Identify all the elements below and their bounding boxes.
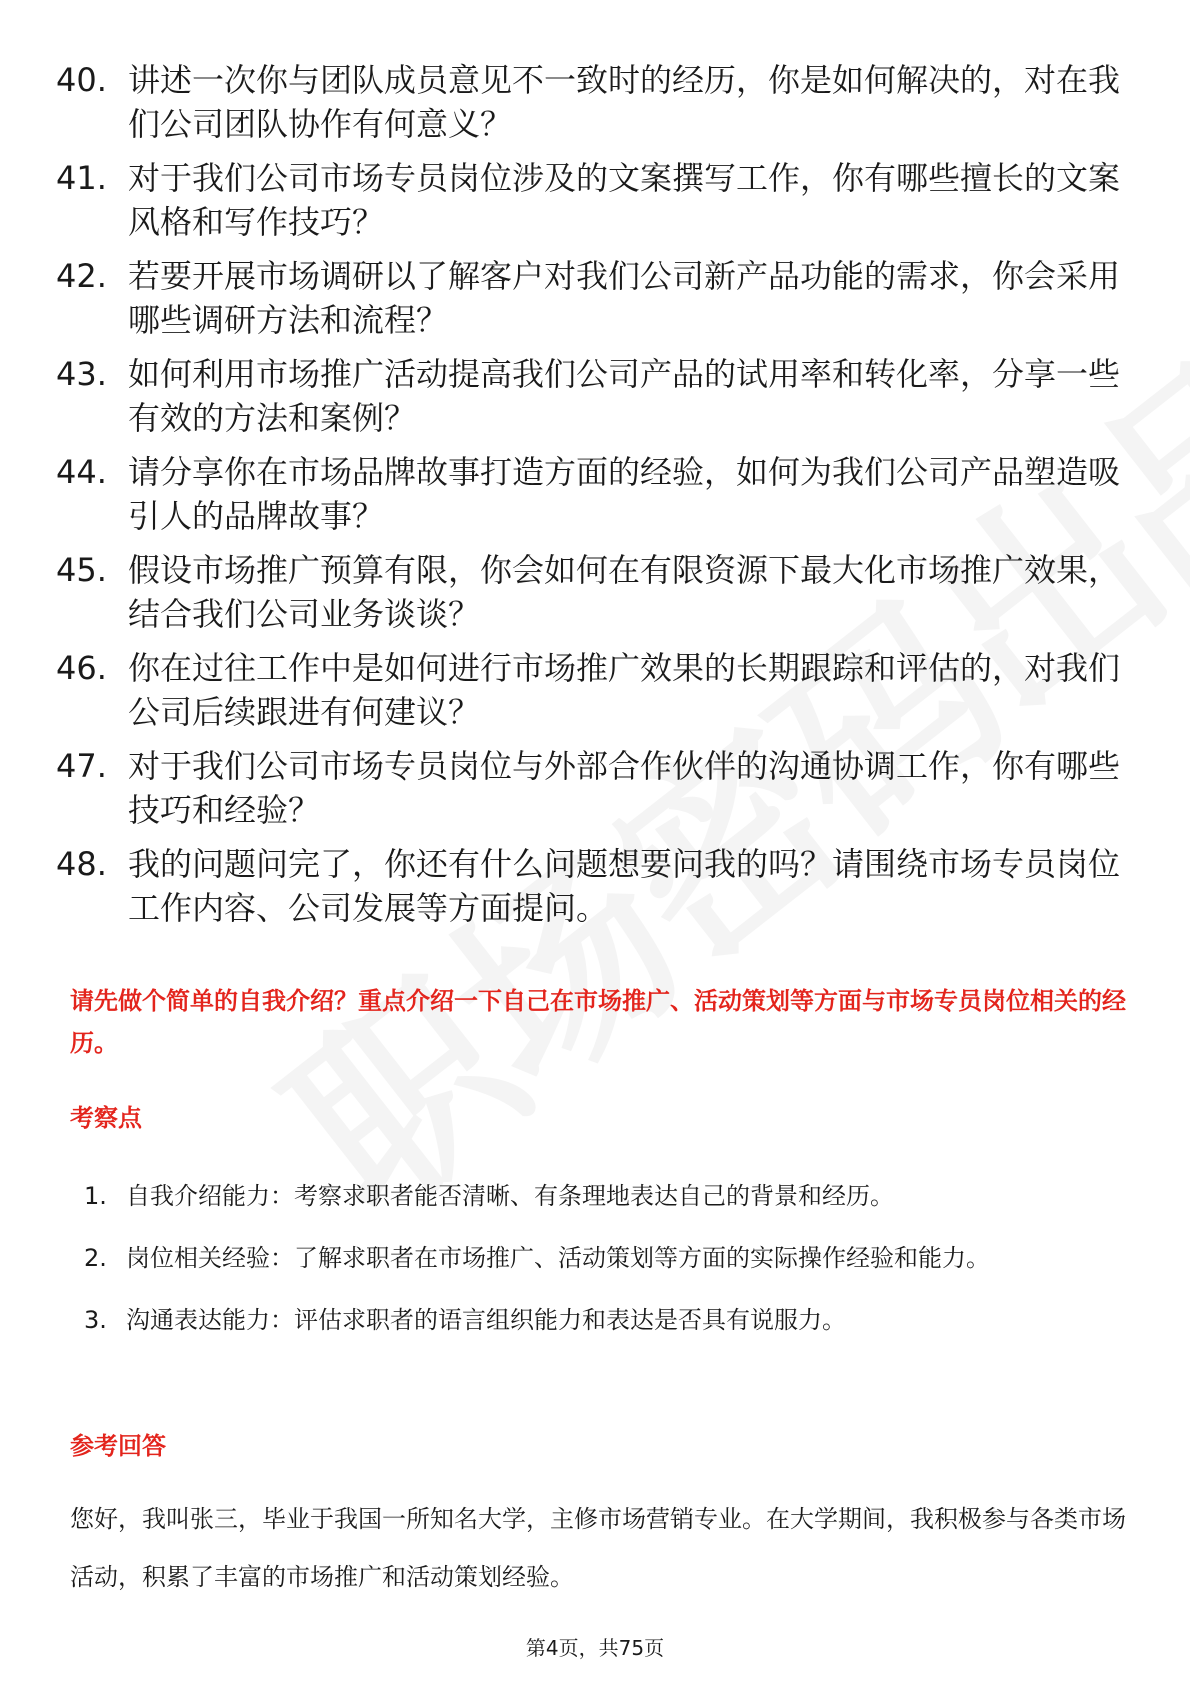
question-number: 45. bbox=[56, 551, 107, 589]
question-text: 我的问题问完了，你还有什么问题想要问我的吗？请围绕市场专员岗位工作内容、公司发展等方面提问。 bbox=[128, 845, 1121, 927]
question-number: 40. bbox=[56, 61, 107, 99]
question-item bbox=[56, 450, 1136, 538]
page-footer: 第4页，共75页 bbox=[525, 1636, 665, 1660]
question-number: 42. bbox=[56, 257, 107, 295]
answer-heading: 参考回答 bbox=[70, 1432, 166, 1460]
question-text: 如何利用市场推广活动提高我们公司产品的试用率和转化率，分享一些有效的方法和案例？ bbox=[128, 355, 1121, 437]
question-item bbox=[56, 58, 1136, 146]
point-text: 自我介绍能力：考察求职者能否清晰、有条理地表达自己的背景和经历。 bbox=[126, 1182, 894, 1210]
question-number: 47. bbox=[56, 747, 107, 785]
question-text: 讲述一次你与团队成员意见不一致时的经历，你是如何解决的，对在我们公司团队协作有何意义？ bbox=[128, 61, 1121, 143]
point-text: 沟通表达能力：评估求职者的语言组织能力和表达是否具有说服力。 bbox=[126, 1306, 846, 1334]
question-text: 你在过往工作中是如何进行市场推广效果的长期跟踪和评估的，对我们公司后续跟进有何建议？ bbox=[128, 649, 1121, 731]
question-text: 请分享你在市场品牌故事打造方面的经验，如何为我们公司产品塑造吸引人的品牌故事？ bbox=[128, 453, 1121, 535]
question-number: 46. bbox=[56, 649, 107, 687]
question-list bbox=[56, 58, 1136, 940]
question-number: 41. bbox=[56, 159, 107, 197]
point-number: 1. bbox=[84, 1182, 107, 1210]
answer-text: 您好，我叫张三，毕业于我国一所知名大学，主修市场营销专业。在大学期间，我积极参与各类市场活动，积累了丰富的市场推广和活动策划经验。 bbox=[70, 1505, 1126, 1591]
question-number: 44. bbox=[56, 453, 107, 491]
question-text: 假设市场推广预算有限，你会如何在有限资源下最大化市场推广效果，结合我们公司业务谈谈？ bbox=[128, 551, 1121, 633]
question-item bbox=[56, 646, 1136, 734]
question-text: 若要开展市场调研以了解客户对我们公司新产品功能的需求，你会采用哪些调研方法和流程？ bbox=[128, 257, 1121, 339]
question-item bbox=[56, 254, 1136, 342]
question-item bbox=[56, 842, 1136, 930]
points-heading: 考察点 bbox=[70, 1104, 142, 1132]
question-text: 对于我们公司市场专员岗位与外部合作伙伴的沟通协调工作，你有哪些技巧和经验？ bbox=[128, 747, 1121, 829]
points-list bbox=[84, 1168, 1124, 1354]
point-item bbox=[84, 1230, 1124, 1286]
question-item bbox=[56, 156, 1136, 244]
question-item bbox=[56, 744, 1136, 832]
question-item bbox=[56, 352, 1136, 440]
point-number: 3. bbox=[84, 1306, 107, 1334]
highlight-question: 请先做个简单的自我介绍？重点介绍一下自己在市场推广、活动策划等方面与市场专员岗位相关的经历。 bbox=[70, 987, 1126, 1057]
question-number: 43. bbox=[56, 355, 107, 393]
question-number: 48. bbox=[56, 845, 107, 883]
point-item bbox=[84, 1292, 1124, 1348]
question-item bbox=[56, 548, 1136, 636]
point-text: 岗位相关经验：了解求职者在市场推广、活动策划等方面的实际操作经验和能力。 bbox=[126, 1244, 990, 1272]
point-item bbox=[84, 1168, 1124, 1224]
point-number: 2. bbox=[84, 1244, 107, 1272]
question-text: 对于我们公司市场专员岗位涉及的文案撰写工作，你有哪些擅长的文案风格和写作技巧？ bbox=[128, 159, 1121, 241]
